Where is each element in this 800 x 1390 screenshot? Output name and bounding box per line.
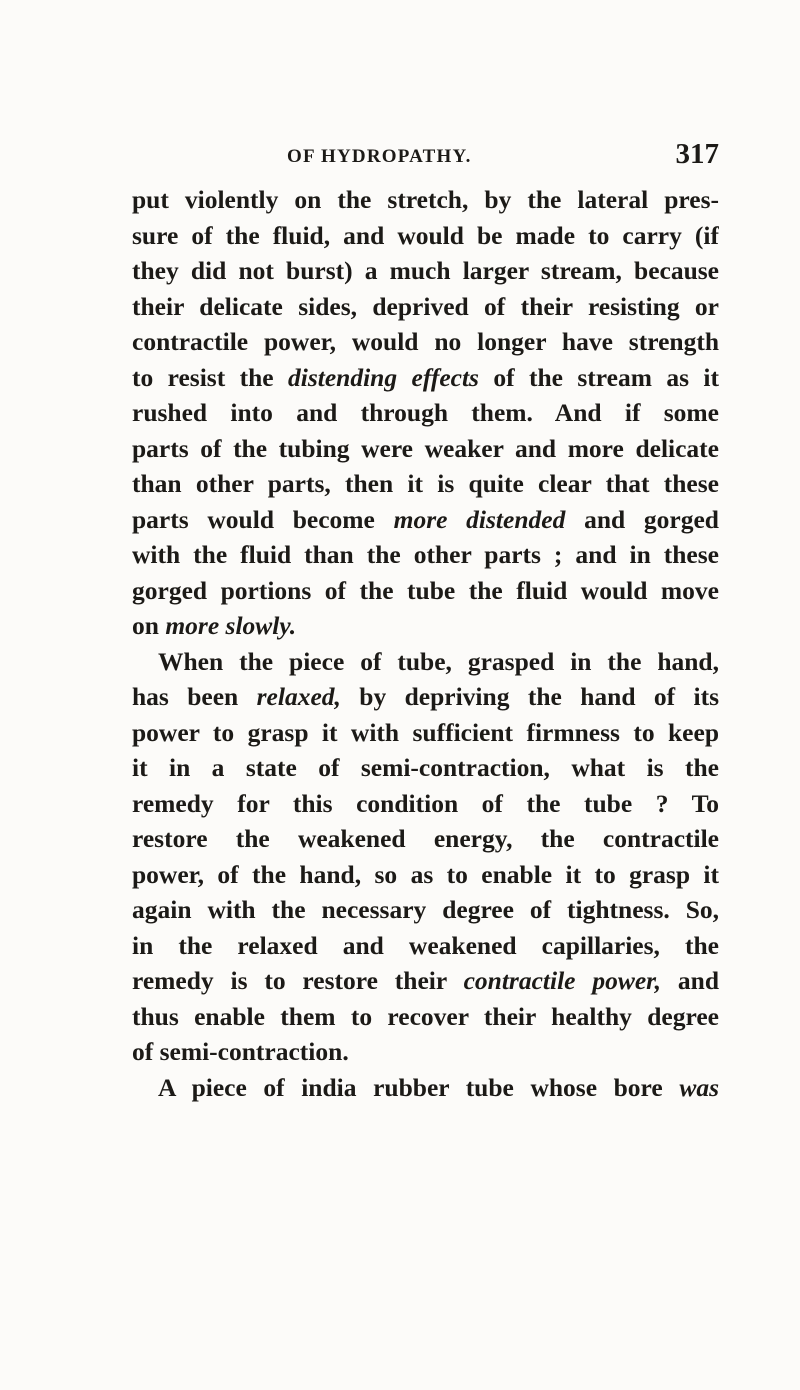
text-line	[132, 999, 719, 1035]
text-segment: in the relaxed and weakened capillaries, the	[132, 930, 719, 960]
text-line	[132, 466, 719, 502]
text-line	[132, 218, 719, 254]
text-line	[132, 715, 719, 751]
text-line	[132, 431, 719, 467]
text-line	[132, 857, 719, 893]
text-line	[132, 360, 719, 396]
italic-phrase: contractile power,	[463, 966, 662, 995]
text-segment: contractile power, would no longer have strength	[132, 327, 719, 356]
text-segment: parts of the tubing were weaker and more delicate	[132, 433, 719, 463]
running-head	[132, 140, 719, 180]
text-line	[132, 182, 719, 218]
italic-phrase: was	[679, 1072, 719, 1102]
text-segment: than other parts, then it is quite clear that these	[132, 469, 719, 498]
text-line	[132, 1070, 719, 1106]
italic-phrase: relaxed,	[256, 682, 341, 711]
text-segment: restore the weakened energy, the contractile	[132, 824, 719, 853]
italic-phrase: distending effects	[288, 362, 479, 392]
text-segment: it in a state of semi-contraction, what is the	[132, 753, 719, 782]
text-segment: and gorged	[565, 504, 719, 534]
italic-phrase: more distended	[393, 504, 566, 534]
text-line	[132, 1034, 719, 1070]
text-segment: with the fluid than the other parts ; and in these	[132, 540, 719, 569]
text-segment: parts would become	[132, 504, 394, 534]
text-segment: by depriving the hand of its	[340, 682, 719, 711]
italic-phrase: more slowly.	[165, 611, 297, 640]
text-line	[132, 786, 719, 822]
text-segment: of semi-contraction.	[132, 1037, 349, 1066]
text-segment: remedy is to restore their	[132, 966, 464, 995]
text-line	[132, 502, 719, 538]
text-segment: sure of the fluid, and would be made to carry (if	[132, 220, 719, 250]
text-line	[132, 679, 719, 715]
text-line	[132, 324, 719, 360]
text-segment: they did not burst) a much larger stream, because	[132, 256, 719, 285]
page-number: 317	[675, 138, 719, 170]
text-line	[132, 963, 719, 999]
text-line	[132, 608, 719, 644]
text-segment: rushed into and through them. And if some	[132, 398, 719, 427]
text-segment: to resist the	[132, 362, 288, 392]
text-segment: has been	[132, 682, 257, 711]
running-title: OF HYDROPATHY.	[287, 146, 472, 167]
text-segment: When the piece of tube, grasped in the hand,	[158, 646, 719, 676]
text-segment: power to grasp it with sufficient firmness to keep	[132, 717, 719, 747]
text-segment: remedy for this condition of the tube ? To	[132, 788, 719, 818]
text-segment: again with the necessary degree of tightness. So,	[132, 895, 719, 924]
text-segment: their delicate sides, deprived of their resisting or	[132, 291, 719, 321]
text-segment: thus enable them to recover their healthy degree	[132, 1001, 719, 1031]
text-line	[132, 289, 719, 325]
text-line	[132, 644, 719, 680]
body-text	[132, 182, 719, 1105]
text-line	[132, 537, 719, 573]
text-line	[132, 253, 719, 289]
text-line	[132, 928, 719, 964]
text-line	[132, 395, 719, 431]
text-segment: on	[132, 611, 166, 640]
text-segment: and	[661, 966, 719, 995]
text-line	[132, 821, 719, 857]
text-segment: A piece of india rubber tube whose bore	[158, 1072, 680, 1102]
text-segment: power, of the hand, so as to enable it to grasp it	[132, 859, 719, 889]
text-segment: put violently on the stretch, by the lateral pres-	[132, 185, 719, 214]
text-line	[132, 750, 719, 786]
text-segment: of the stream as it	[478, 362, 719, 392]
text-line	[132, 892, 719, 928]
text-segment: gorged portions of the tube the fluid would move	[132, 575, 719, 605]
text-line	[132, 573, 719, 609]
